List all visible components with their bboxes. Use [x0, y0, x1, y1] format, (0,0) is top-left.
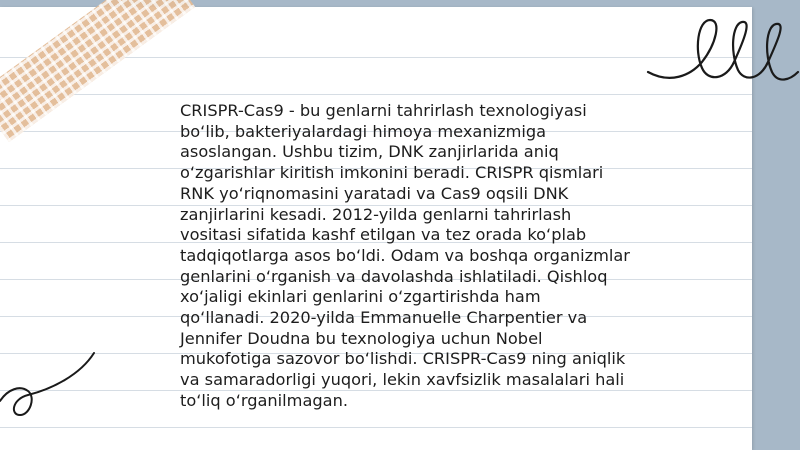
- note-body-text: CRISPR-Cas9 - bu genlarni tahrirlash texnologiyasi bo‘lib, bakteriyalardagi himoya mexanizmiga asoslangan. Ushbu tizim, DNK zanjirlarida aniq o‘zgarishlar kiritish imkonini beradi. CRISPR qismlari RNK yo‘riqnomasini yaratadi va Cas9 oqsili DNK zanjirlarini kesadi. 2012-yilda genlarni tahrirlash vositasi sifatida kashf etilgan va tez orada ko‘plab tadqiqotlarga asos bo‘ldi. Odam va boshqa organizmlar genlarini o‘rganish va davolashda ishlatiladi. Qishloq xo‘jaligi ekinlari genlarini o‘zgartirishda ham qo‘llanadi. 2020-yilda Emmanuelle Charpentier va Jennifer Doudna bu texnologiya uchun Nobel mukofotiga sazovor bo‘lishdi. CRISPR-Cas9 ning aniqlik va samaradorligi yuqori, lekin xavfsizlik masalalari hali to‘liq o‘rganilmagan.: [180, 101, 630, 410]
- loop-scribble-top-right: [640, 10, 800, 90]
- curl-scribble-bottom-left: [0, 345, 105, 425]
